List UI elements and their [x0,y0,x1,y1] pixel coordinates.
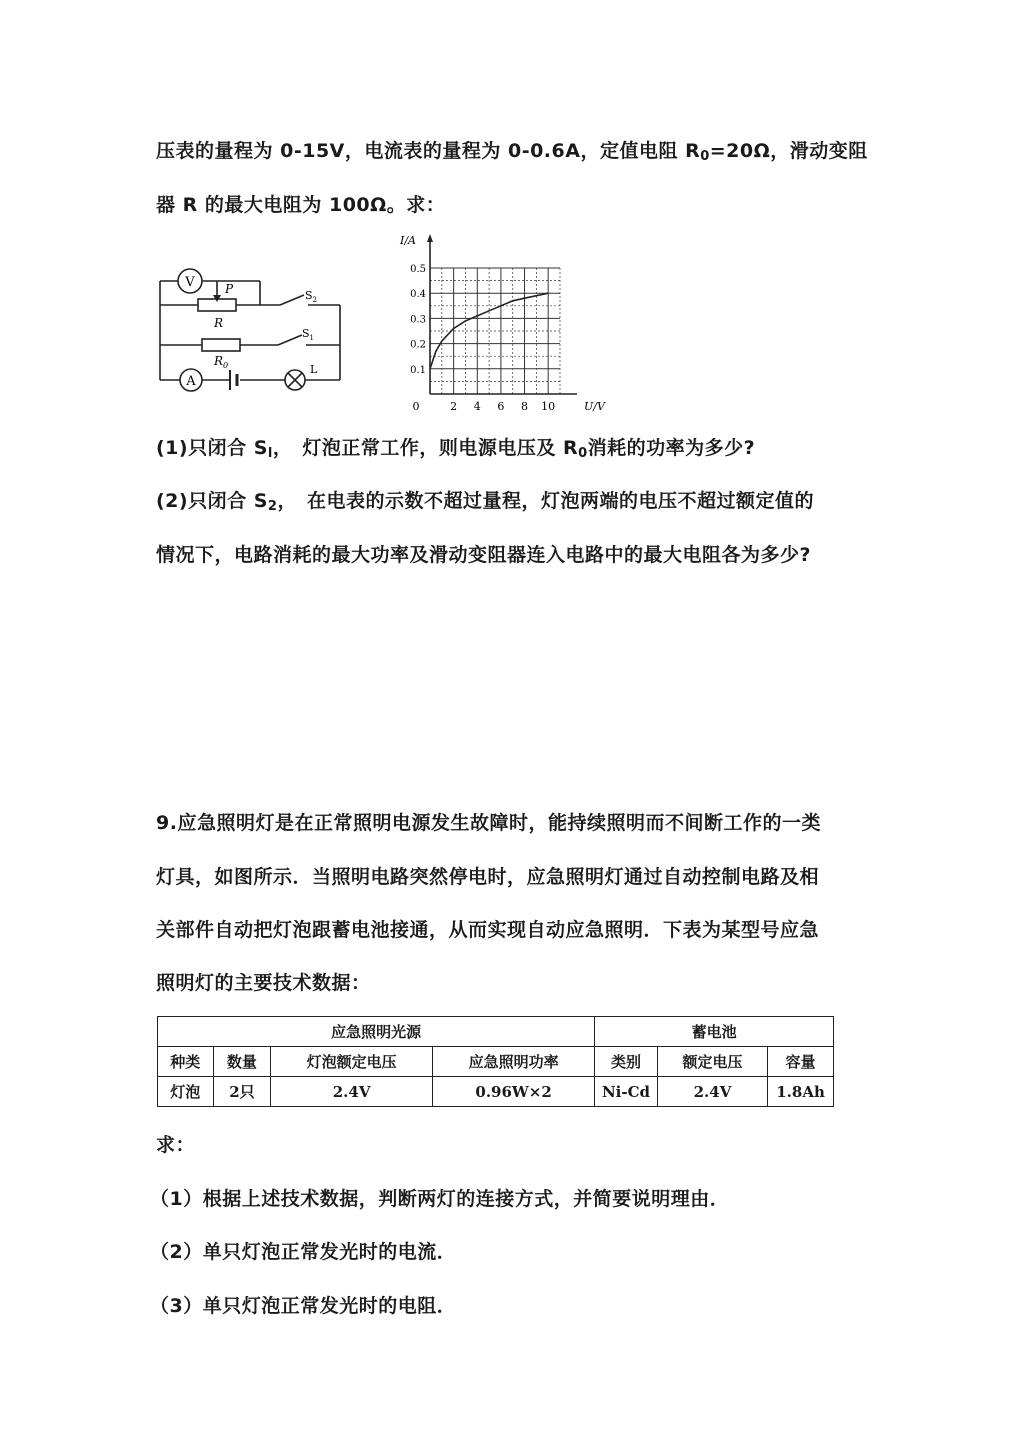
q8-line-1: 压表的量程为 0-15V，电流表的量程为 0-0.6A，定值电阻 $R_0=20\Omega$，滑动变阻 [156,140,868,164]
table-header: 类别 [595,1047,658,1077]
x-tick-label: 10 [541,400,556,413]
table-cell: Ni-Cd [595,1077,658,1107]
y-axis-label: I/A [400,234,416,247]
table-cell: 灯泡 [158,1077,214,1107]
voltmeter-label: V [185,275,195,290]
table-cell: 2.4V [271,1077,433,1107]
lamp-label: L [310,363,318,376]
y-tick-label: 0.2 [410,339,426,351]
q9-line-4: 照明灯的主要技术数据： [156,972,371,994]
table-cell: 1.8Ah [768,1077,834,1107]
table-header: 种类 [158,1047,214,1077]
table-header: 额定电压 [657,1047,767,1077]
table-cell: 2.4V [657,1077,767,1107]
q8-sub2-cont: 情况下，电路消耗的最大功率及滑动变阻器连入电路中的最大电阻各为多少? [156,544,812,566]
y-tick-label: 0.5 [410,264,426,275]
table-header: 数量 [213,1047,271,1077]
slider-label: P [225,282,234,296]
x-tick-label: 8 [521,400,529,413]
q8-line-2: 器 R 的最大电阻为 100Ω。求： [156,194,446,216]
table-header: 应急照明功率 [433,1047,595,1077]
table-cell: 2只 [213,1077,271,1107]
resistor-label: $R_0$ [214,354,229,370]
rheostat-label: R [214,316,224,330]
table-row [158,1077,834,1107]
y-tick-label: 0.4 [410,289,426,301]
table-group-battery: 蓄电池 [595,1017,834,1047]
table-header-row [158,1047,834,1077]
switch1-label: $S_1$ [302,327,315,342]
q8-sub2: (2)只闭合 $S_2$， 在电表的示数不超过量程，灯泡两端的电压不超过额定值的 [156,490,814,514]
y-tick-label: 0.1 [410,364,426,376]
y-tick-label: 0.3 [410,314,426,326]
circuit-diagram [150,255,350,405]
table-header: 容量 [768,1047,834,1077]
spec-table [157,1016,834,1107]
ammeter-label: A [186,374,196,389]
q9-line-3: 关部件自动把灯泡跟蓄电池接通，从而实现自动应急照明．下表为某型号应急 [156,919,820,941]
switch2-label: $S_2$ [305,289,318,304]
q8-sub1: (1)只闭合 $S_l$， 灯泡正常工作，则电源电压及 $R_0$消耗的功率为多少? [156,437,756,461]
x-axis-label: U/V [584,400,605,413]
iu-chart [392,228,622,418]
q9-sub1: （1）根据上述技术数据，判断两灯的连接方式，并简要说明理由． [150,1188,730,1210]
table-header: 灯泡额定电压 [271,1047,433,1077]
q9-line-1: 9.应急照明灯是在正常照明电源发生故障时，能持续照明而不间断工作的一类 [156,812,821,834]
x-tick-label: 2 [450,400,458,413]
table-group-light: 应急照明光源 [158,1017,595,1047]
q9-ask: 求： [156,1134,196,1156]
q9-sub3: （3）单只灯泡正常发光时的电阻． [150,1295,457,1317]
q9-sub2: （2）单只灯泡正常发光时的电流． [150,1241,457,1263]
x-tick-label: 0 [412,400,420,413]
x-tick-label: 4 [473,400,481,413]
table-cell: 0.96W×2 [433,1077,595,1107]
x-tick-label: 6 [497,400,505,413]
q9-line-2: 灯具，如图所示．当照明电路突然停电时，应急照明灯通过自动控制电路及相 [156,866,820,888]
